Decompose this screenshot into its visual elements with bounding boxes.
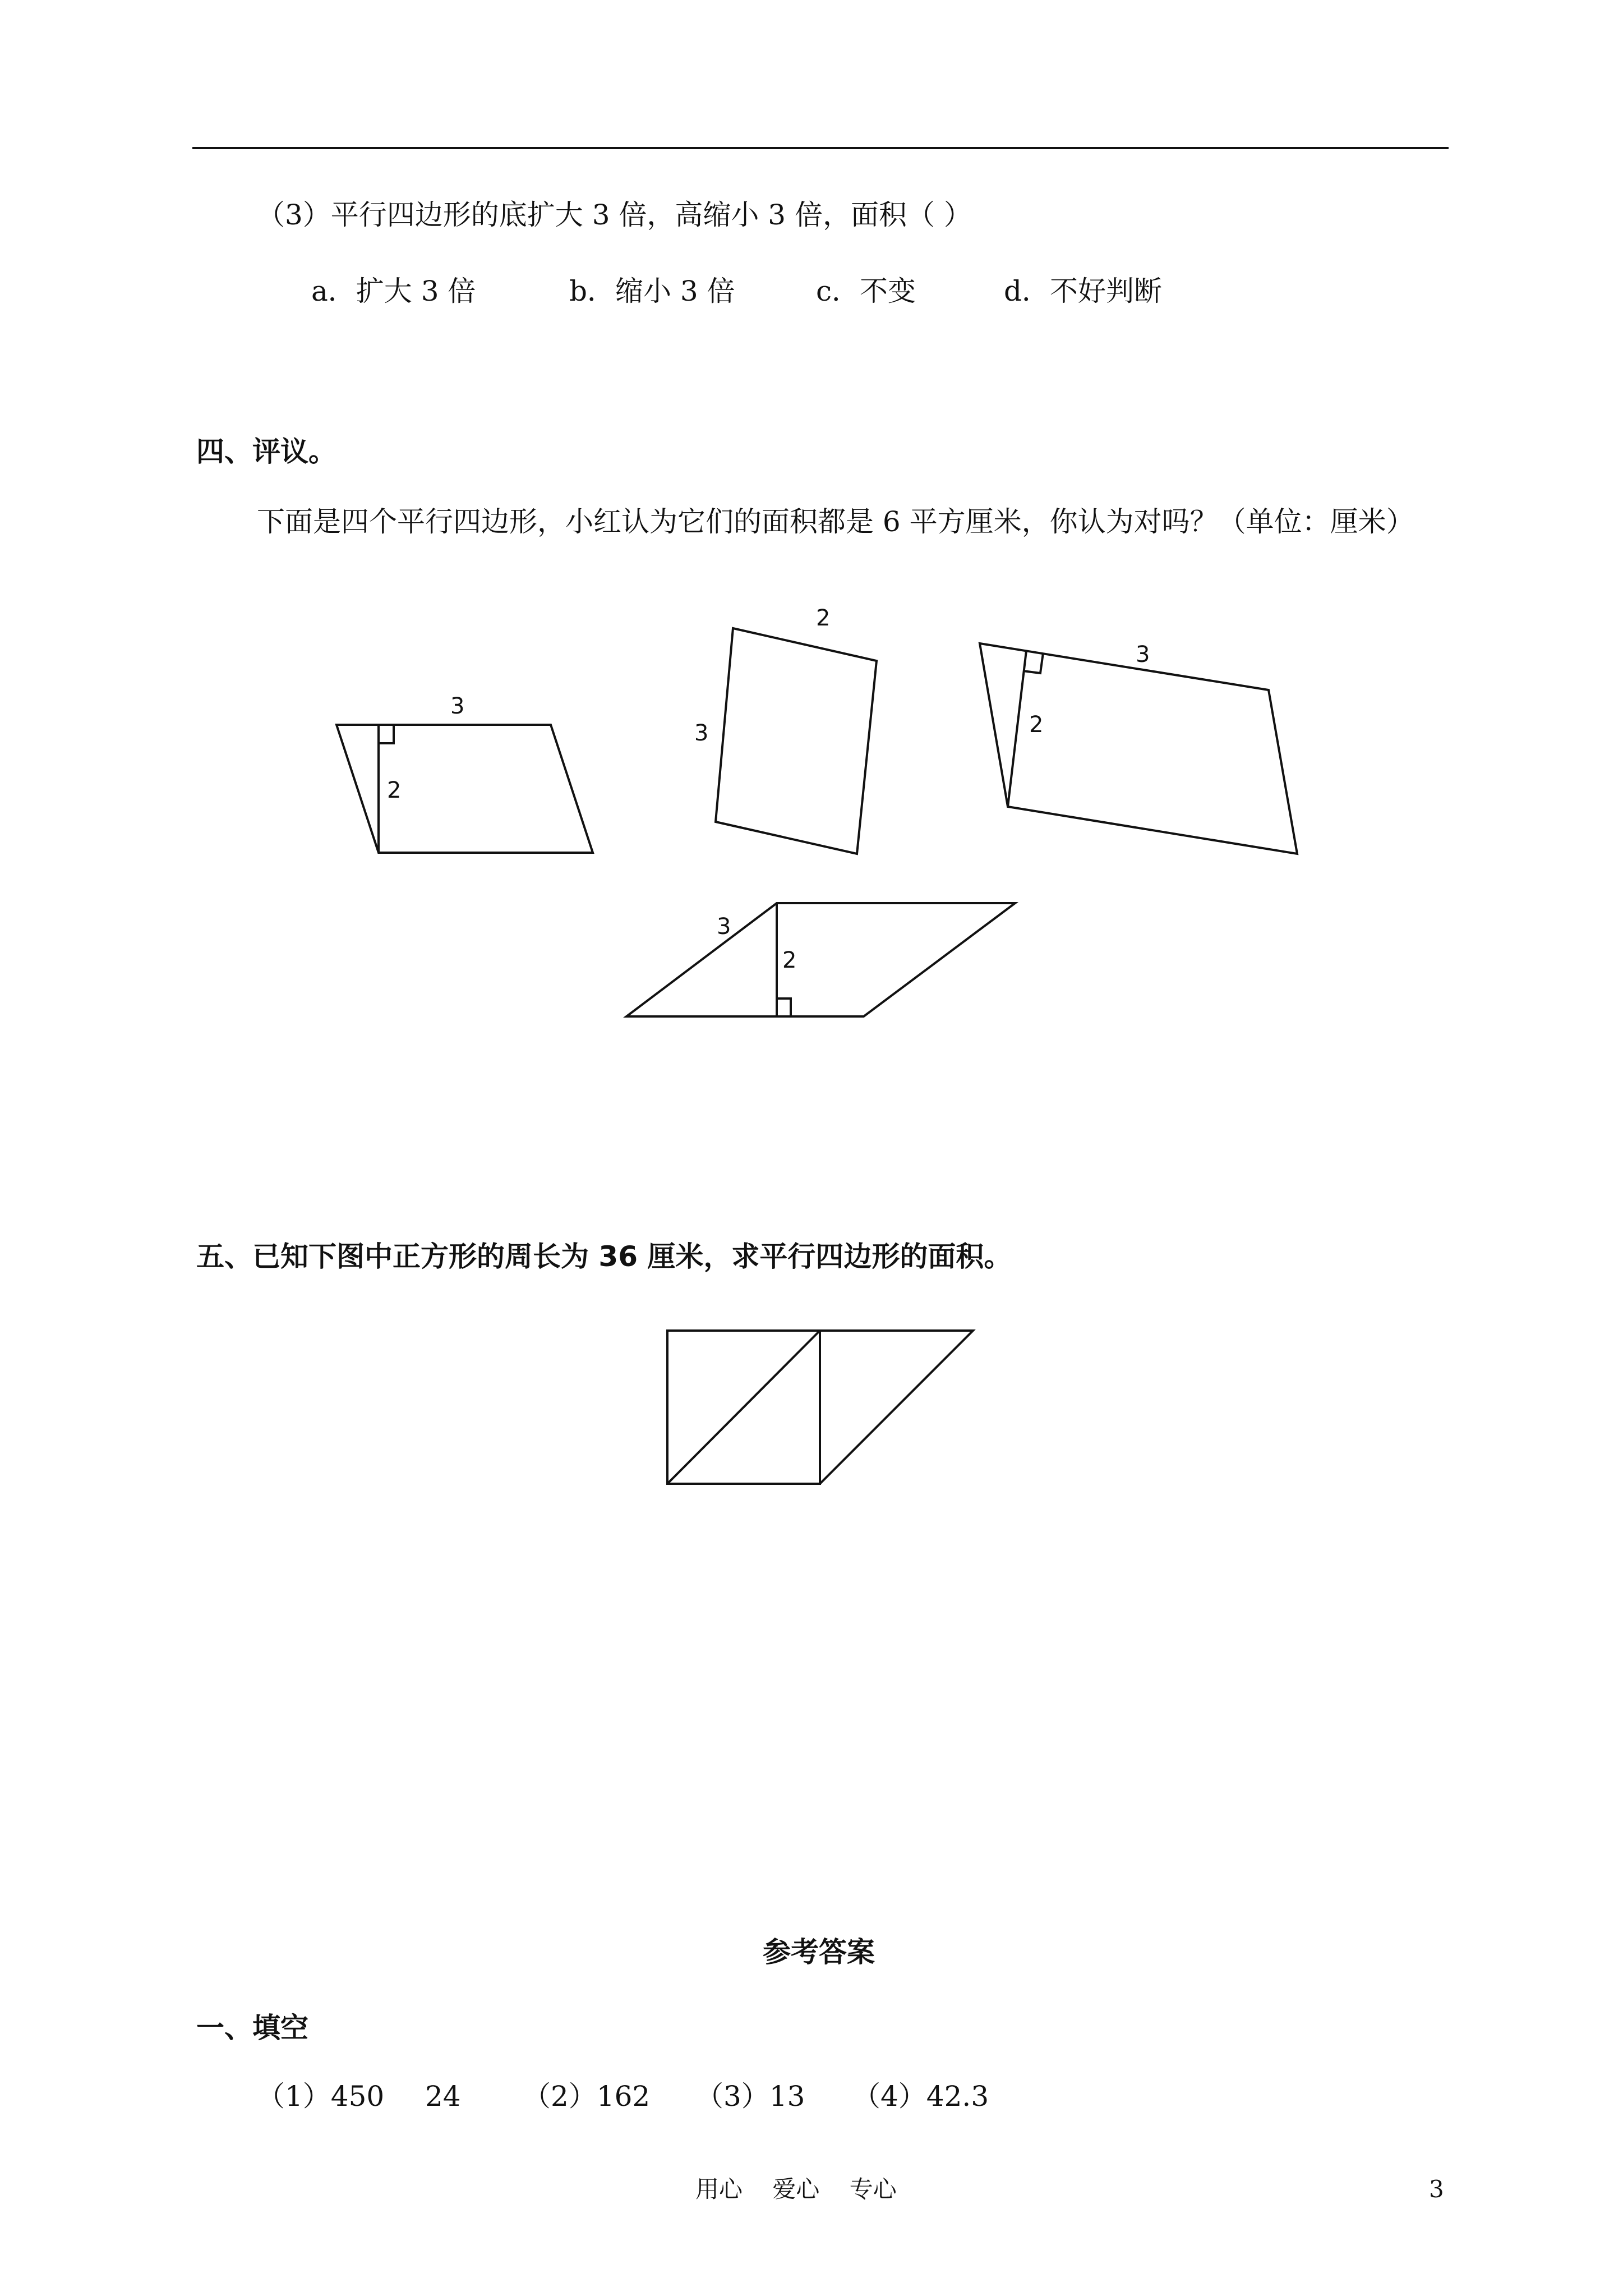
parallelogram-3 [980,642,1297,854]
option-d: d．不好判断 [1004,275,1163,307]
option-a: a．扩大 3 倍 [311,275,476,307]
parallelogram-1 [336,693,593,853]
footer-motto: 用心 爱心 专心 [695,2175,897,2203]
answer-item: （3）13 [695,2080,805,2113]
parallelogram-1-outline [336,725,593,853]
question-3-stem: （3）平行四边形的底扩大 3 倍，高缩小 3 倍，面积（ ） [257,199,972,231]
section-4-text: 下面是四个平行四边形，小红认为它们的面积都是 6 平方厘米，你认为对吗？（单位：厘米） [257,505,1414,538]
parallelogram-1-height-label: 2 [387,777,402,803]
option-b: b．缩小 3 倍 [569,275,735,307]
parallelogram-3-height-label: 2 [1029,712,1044,738]
square-parallelogram-figure [667,1331,973,1484]
parallelogram-3-top-label: 3 [1136,642,1150,668]
answers-heading: 参考答案 [763,1936,875,1968]
parallelogram-4-side-label: 3 [717,914,731,940]
answers-part-1-title: 一、填空 [196,2012,308,2044]
answer-item: （4）42.3 [852,2080,989,2113]
answer-item: （2）162 [523,2080,651,2113]
parallelogram-3-outline [980,643,1297,854]
parallelogram-2-side-label: 3 [694,720,709,746]
parallelogram-2 [694,605,877,854]
parallelogram-4-outline [626,903,1015,1016]
option-c: c．不变 [816,275,916,307]
parallelogram-1-base-label: 3 [450,693,465,719]
square-diagonal [667,1331,820,1484]
section-5-title: 五、已知下图中正方形的周长为 36 厘米，求平行四边形的面积。 [196,1240,1012,1273]
parallelogram-1-right-angle [379,725,394,743]
parallelogram-4-right-angle [777,999,791,1016]
section-4-title: 四、评议。 [196,435,336,468]
page-number: 3 [1429,2175,1444,2203]
parallelogram-2-outline [716,628,877,854]
parallelogram-4 [626,903,1015,1016]
parallelogram-4-height-label: 2 [782,947,797,973]
answer-item: 24 [425,2080,461,2113]
parallelogram-3-height-line [1008,651,1026,807]
answer-item: （1）450 [257,2080,385,2113]
parallelogram-extension [820,1331,973,1484]
parallelogram-2-top-label: 2 [816,605,831,631]
